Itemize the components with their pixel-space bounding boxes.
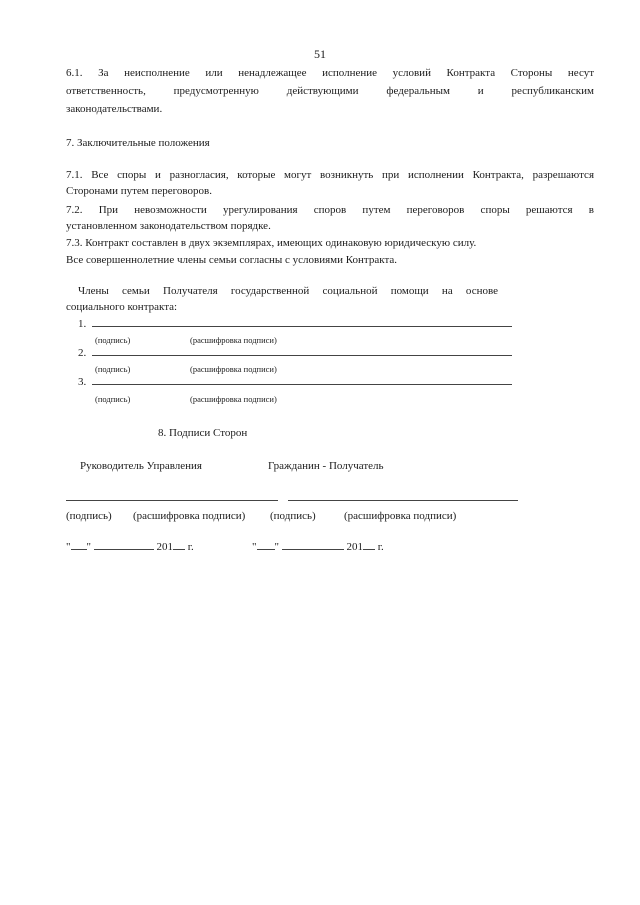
day-field[interactable] (71, 549, 87, 550)
year-field[interactable] (173, 549, 185, 550)
row-number: 1. (78, 318, 87, 330)
year-prefix: 201 (156, 541, 173, 553)
family-consent: Все совершеннолетние члены семьи согласны с условиями Контракта. (66, 254, 398, 266)
signature-line[interactable] (92, 384, 512, 385)
clause-6-1-line-1: 6.1. За неисполнение или ненадлежащее исполнение условий Контракта Стороны несут (66, 67, 594, 79)
signature-line[interactable] (92, 355, 512, 356)
year-field[interactable] (363, 549, 375, 550)
month-field[interactable] (94, 549, 154, 550)
clause-7-1-line-1: 7.1. Все споры и разногласия, которые могут возникнуть при исполнении Контракта, разрешаются (66, 169, 594, 181)
family-member-row-3 (78, 376, 518, 388)
signature-decode-caption: (расшифровка подписи) (190, 364, 277, 374)
year-suffix: г. (377, 541, 384, 553)
clause-7-1-line-2: Сторонами путем переговоров. (66, 185, 212, 197)
family-member-row-2 (78, 347, 518, 359)
signature-caption-right: (подпись) (270, 510, 316, 522)
signature-decode-caption-right: (расшифровка подписи) (344, 510, 457, 522)
signature-caption: (подпись) (95, 394, 131, 404)
signature-decode-caption: (расшифровка подписи) (190, 394, 277, 404)
signature-caption: (подпись) (95, 335, 131, 345)
family-intro-line-2: социального контракта: (66, 301, 178, 313)
clause-6-1-line-3: законодательствами. (66, 103, 163, 115)
year-suffix: г. (187, 541, 194, 553)
family-member-row-1 (78, 318, 518, 330)
clause-7-3: 7.3. Контракт составлен в двух экземплярах, имеющих одинаковую юридическую силу. (66, 237, 477, 249)
signature-line-right[interactable] (288, 500, 518, 501)
month-field[interactable] (282, 549, 344, 550)
row-number: 3. (78, 376, 87, 388)
signature-decode-caption-left: (расшифровка подписи) (133, 510, 246, 522)
signature-decode-caption: (расшифровка подписи) (190, 335, 277, 345)
year-prefix: 201 (346, 541, 363, 553)
date-left (66, 541, 194, 553)
clause-6-1-line-2: ответственность, предусмотренную действующими федеральным и республиканским (66, 85, 594, 97)
date-right (252, 541, 384, 553)
signature-caption: (подпись) (95, 364, 131, 374)
clause-7-2-line-2: установленном законодательством порядке. (66, 220, 271, 232)
signature-caption-left: (подпись) (66, 510, 112, 522)
signature-line[interactable] (92, 326, 512, 327)
family-intro-line-1: Члены семьи Получателя государственной социальной помощи на основе (78, 285, 498, 297)
section-7-heading: 7. Заключительные положения (66, 137, 210, 149)
page-number: 51 (314, 47, 326, 61)
party-right-title: Гражданин - Получатель (268, 460, 384, 472)
close-quote: " (86, 541, 91, 553)
open-quote: " (66, 541, 71, 553)
day-field[interactable] (257, 549, 275, 550)
clause-7-2-line-1: 7.2. При невозможности урегулирования споров путем переговоров споры решаются в (66, 204, 594, 216)
section-8-heading: 8. Подписи Сторон (158, 427, 248, 439)
signature-line-left[interactable] (66, 500, 278, 501)
party-left-title: Руководитель Управления (80, 460, 202, 472)
row-number: 2. (78, 347, 87, 359)
close-quote: " (274, 541, 279, 553)
open-quote: " (252, 541, 257, 553)
